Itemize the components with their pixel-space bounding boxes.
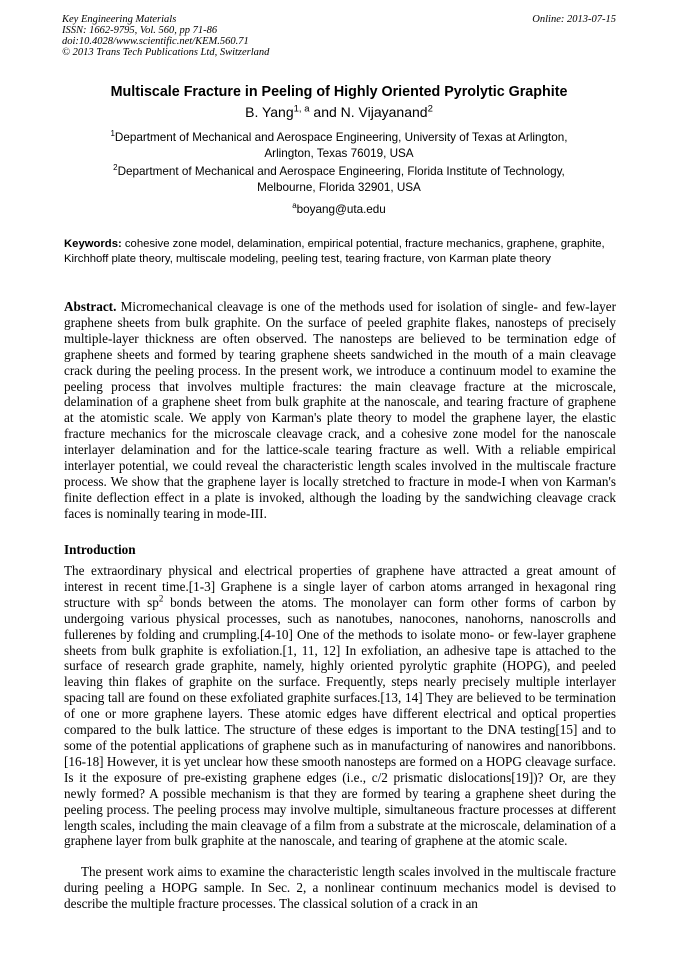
email-address: boyang@uta.edu	[296, 203, 386, 216]
issn-line: ISSN: 1662-9795, Vol. 560, pp 71-86	[62, 25, 218, 36]
email-line	[60, 202, 618, 218]
affiliation-line: Department of Mechanical and Aerospace Engineering, University of Texas at Arlington,	[114, 131, 568, 144]
email-mark: a	[292, 201, 297, 211]
paper-title: Multiscale Fracture in Peeling of Highly Oriented Pyrolytic Graphite	[110, 84, 568, 100]
introduction-paragraph	[64, 563, 616, 849]
author-name: B. Yang	[245, 104, 294, 120]
author-list	[40, 104, 638, 120]
keywords-text: cohesive zone model, delamination, empirical potential, fracture mechanics, graphene, graphite, Kirchhoff plate theory, multiscale modeling, peeling test, tearing fracture, von Karman plate theory	[64, 238, 605, 265]
abstract-text: Micromechanical cleavage is one of the methods used for isolation of single- and few-layer graphene sheets from bulk graphite. On the surface of peeled graphite flakes, nanosteps of precisely multiple-layer thickness are often observed. The nanosteps are believed to be termination edge of graphene sheets and formed by tearing graphene sheets sandwiched in the mouth of a main cleavage crack during the peeling process. In the present work, we introduce a continuum model to examine the peeling process that involves multiple fractures: the main cleavage fracture at the microscale, delamination of a graphene sheet from bulk graphite at the nanoscale, and tearing fracture of graphene at the atomistic scale. We apply von Karman's plate theory to model the graphene layer, the elastic fracture mechanics for the microscale cleavage crack, and a cohesive zone model for the nanoscale interlayer delamination and for the lattice-scale tearing fracture as well. With a reliable empirical interlayer potential, we could reveal the characteristic length scales involved in the multiscale fracture process. We show that the graphene layer is locally stretched to fracture in mode-I when von Karman's finite deflection effect in a plate is invoked, although the loading by the sandwiching cleavage crack faces is nominally tearing in mode-III.	[64, 299, 616, 521]
copyright-line: © 2013 Trans Tech Publications Ltd, Switzerland	[62, 47, 270, 58]
affiliation-mark: 2	[113, 163, 118, 173]
affiliation	[60, 130, 618, 162]
keywords-label: Keywords:	[64, 238, 122, 250]
abstract-block	[64, 299, 616, 522]
affiliation-mark: 1	[110, 129, 115, 139]
introduction-paragraph: The present work aims to examine the characteristic length scales involved in the multiscale fracture during peeling a HOPG sample. In Sec. 2, a nonlinear continuum mechanics model is devised to describe the multiple fracture processes. The classical solution of a crack in an	[64, 864, 616, 911]
abstract-label: Abstract.	[64, 299, 117, 314]
introduction-heading: Introduction	[64, 542, 136, 557]
paragraph-text: The extraordinary physical and electrical properties of graphene have attracted a great amount of interest in recent time.[1-3] Graphene is a single layer of carbon atoms arranged in hexagonal ring structure with sp	[64, 563, 616, 610]
journal-header	[62, 14, 616, 58]
author-name: N. Vijayanand	[340, 104, 428, 120]
journal-name: Key Engineering Materials	[62, 14, 177, 25]
affiliation	[60, 164, 618, 196]
affiliation-line: Department of Mechanical and Aerospace Engineering, Florida Institute of Technology,	[117, 165, 565, 178]
affiliation-line: Arlington, Texas 76019, USA	[264, 147, 414, 160]
paragraph-text: bonds between the atoms. The monolayer can form other forms of carbon by undergoing various physical processes, such as nanotubes, nanocones, nanohorns, nanoscrolls and fullerenes by folding and crumpling.[4-10] One of the methods to isolate mono- or few-layer graphene sheets from bulk graphite is exfoliation.[1, 11, 12] In exfoliation, an adhesive tape is attached to the surface of research grade graphite, namely, highly oriented pyrolytic graphite (HOPG), and peeled leaving thin flakes of graphite on the surface. Frequently, steps nearly precisely multiple interlayer spacing tall are found on these exfoliated graphite surfaces.[13, 14] They are believed to be termination of one or more graphene layers. These atomic edges have different electrical and optical properties compared to the bulk lattice. The structure of these edges is important to the DNA testing[15] and to some of the potential applications of graphene such as in manufacturing of nanowires and nanoribbons.[16-18] However, it is yet unclear how these smooth nanosteps are formed on a HOPG cleavage surface. Is it the exposure of pre-existing graphene edges (i.e., c/2 prismatic dislocations[19])? Or, are they newly formed? A possible mechanism is that they are formed by tearing a graphene sheet during the peeling process. The peeling process may involve multiple, simultaneous fracture processes at different length scales, including the main cleavage of a film from a substrate at the microscale, delamination of a graphene layer from bulk graphite at the nanoscale, and tearing of graphene at the atomic scale.	[64, 594, 617, 849]
superscript: 2	[158, 593, 164, 604]
keywords-block	[64, 237, 616, 266]
online-date: Online: 2013-07-15	[532, 14, 616, 25]
author-conjunction: and	[309, 104, 341, 120]
author-affiliation-mark: 2	[427, 103, 433, 115]
doi-line: doi:10.4028/www.scientific.net/KEM.560.71	[62, 36, 249, 47]
affiliation-line: Melbourne, Florida 32901, USA	[257, 181, 421, 194]
author-affiliation-mark: 1, a	[293, 103, 310, 115]
